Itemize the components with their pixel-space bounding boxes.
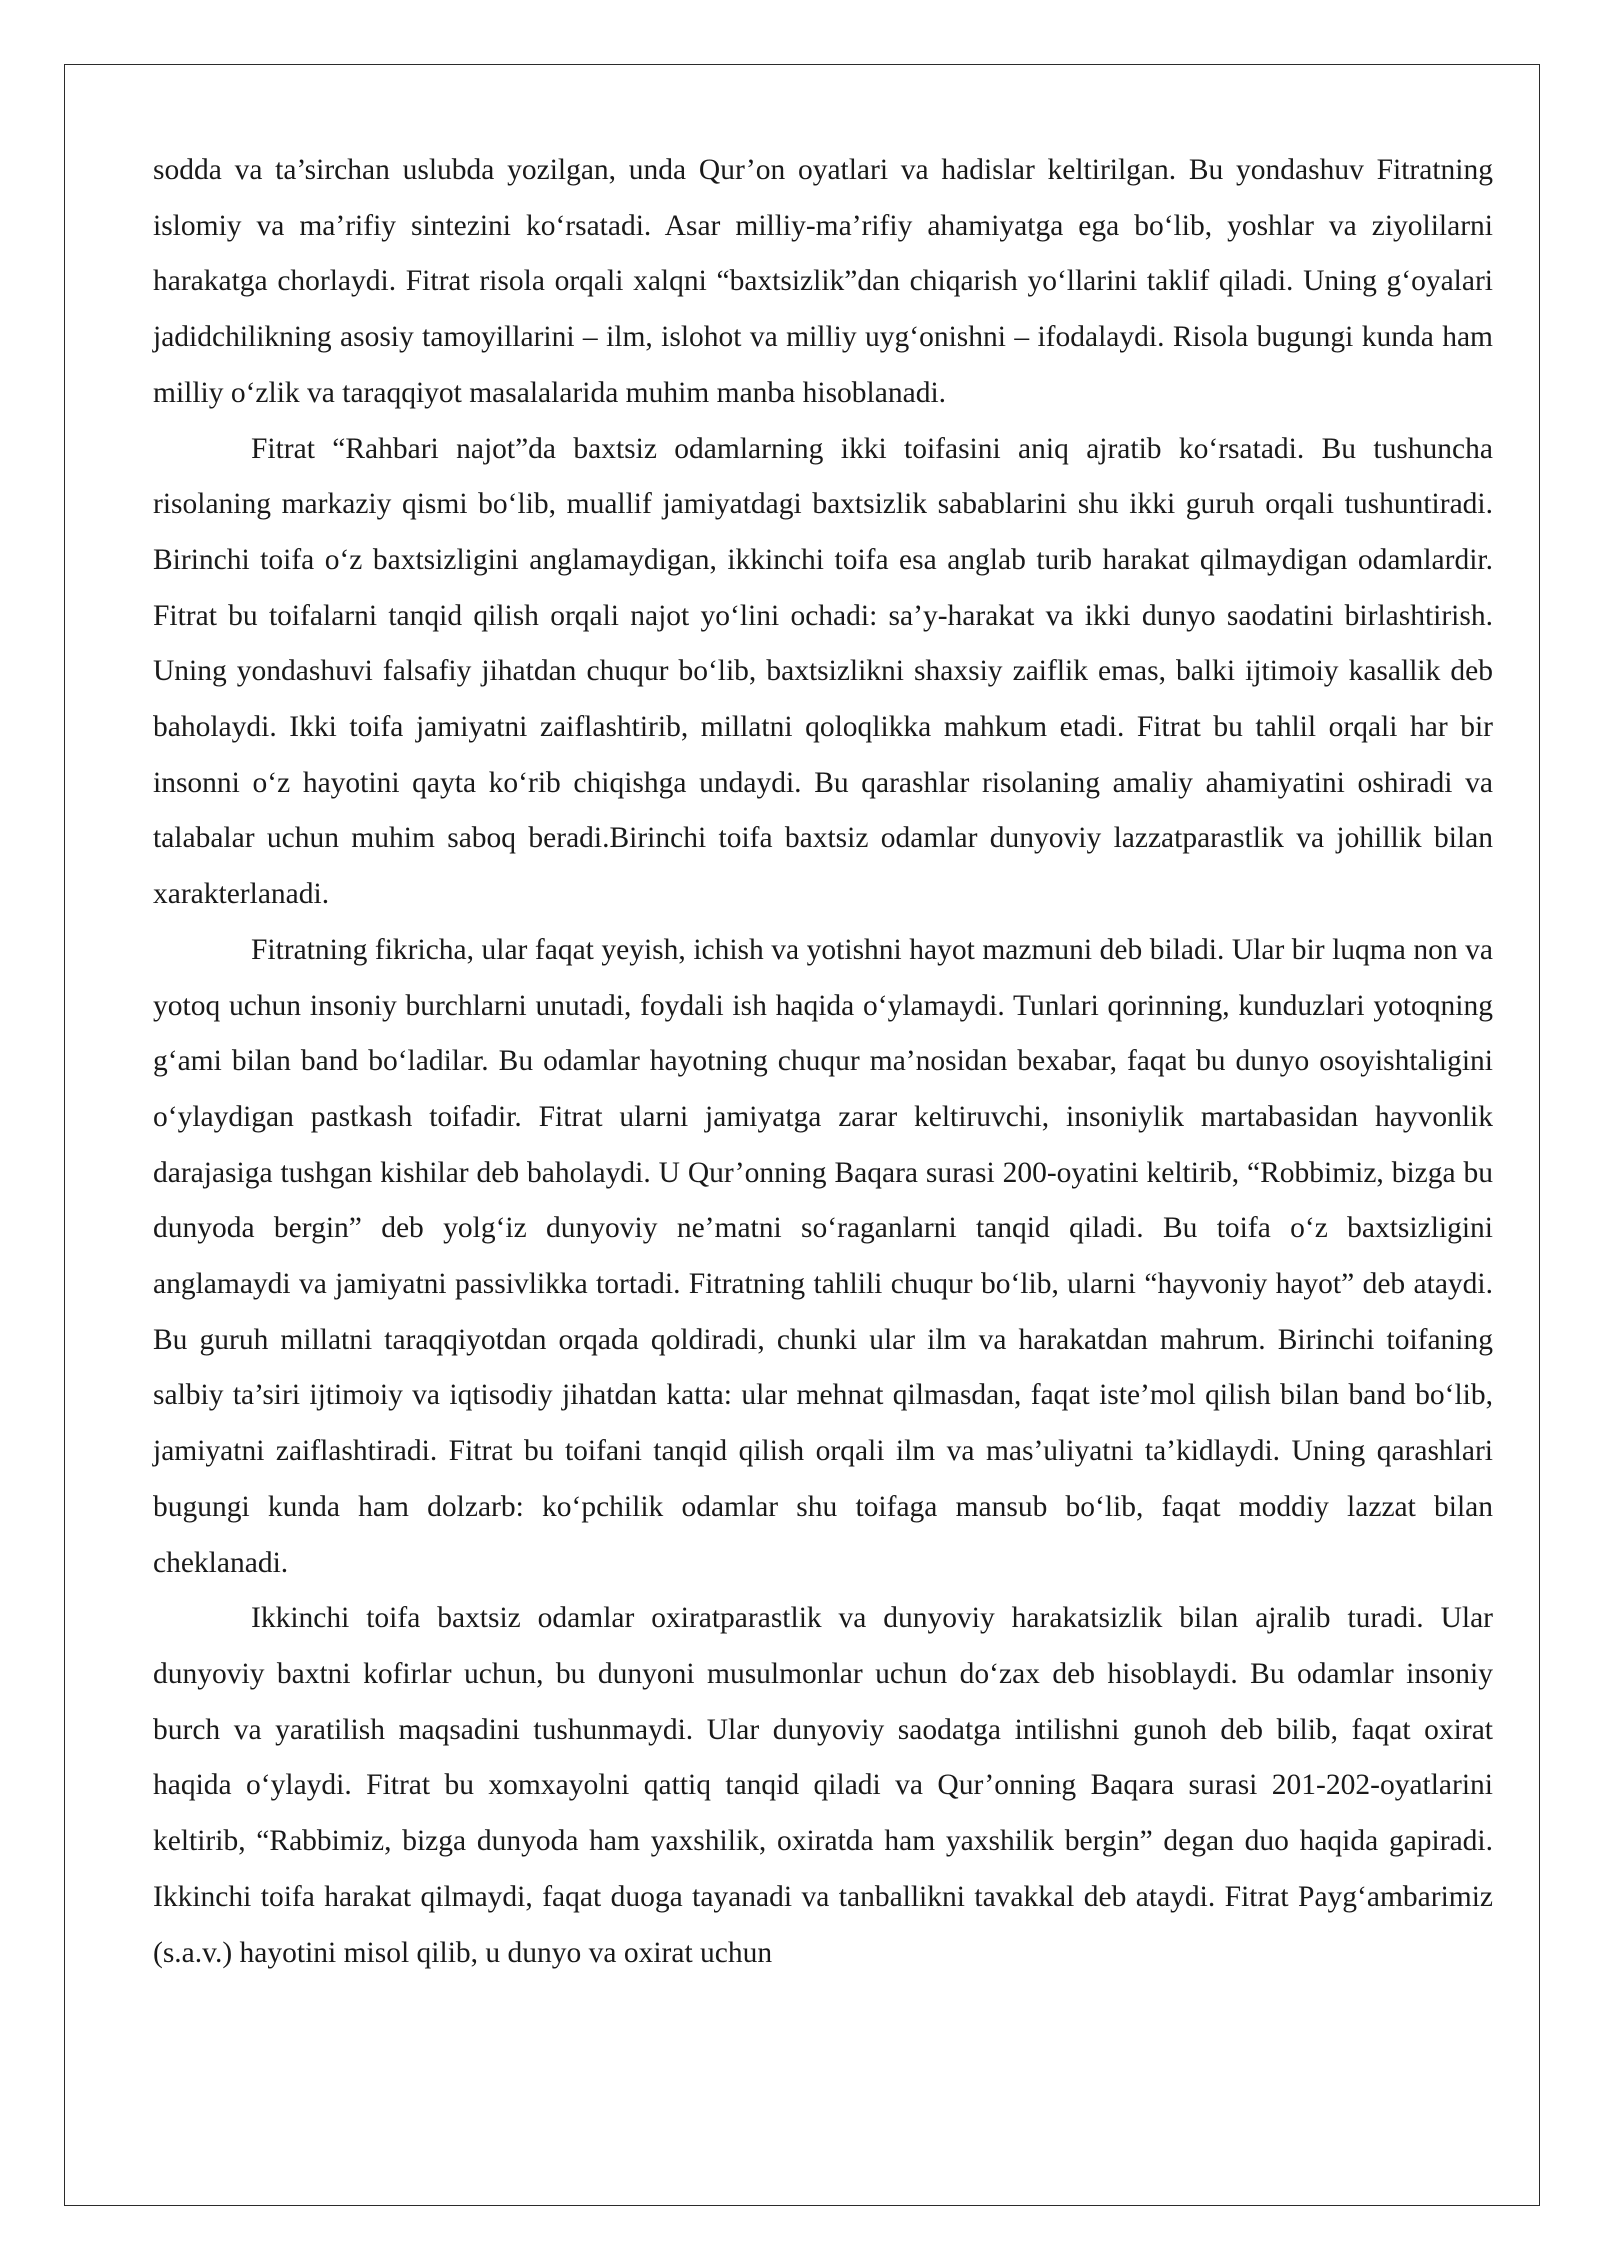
document-body (153, 143, 1493, 1981)
paragraph-1: sodda va ta’sirchan uslubda yozilgan, unda Qur’on oyatlari va hadislar keltirilgan. Bu yondashuv Fitratning islomiy va ma’rifiy sintezini ko‘rsatadi. Asar milliy-ma’rifiy ahamiyatga ega bo‘lib, yoshlar va ziyolilarni harakatga chorlaydi. Fitrat risola orqali xalqni “baxtsizlik”dan chiqarish yo‘llarini taklif qiladi. Uning g‘oyalari jadidchilikning asosiy tamoyillarini – ilm, islohot va milliy uyg‘onishni – ifodalaydi. Risola bugungi kunda ham milliy o‘zlik va taraqqiyot masalalarida muhim manba hisoblanadi. (153, 154, 1493, 409)
paragraph-2: Fitrat “Rahbari najot”da baxtsiz odamlarning ikki toifasini aniq ajratib ko‘rsatadi. Bu tushuncha risolaning markaziy qismi bo‘lib, muallif jamiyatdagi baxtsizlik sabablarini shu ikki guruh orqali tushuntiradi. Birinchi toifa o‘z baxtsizligini anglamaydigan, ikkinchi toifa esa anglab turib harakat qilmaydigan odamlardir. Fitrat bu toifalarni tanqid qilish orqali najot yo‘lini ochadi: sa’y-harakat va ikki dunyo saodatini birlashtirish. Uning yondashuvi falsafiy jihatdan chuqur bo‘lib, baxtsizlikni shaxsiy zaiflik emas, balki ijtimoiy kasallik deb baholaydi. Ikki toifa jamiyatni zaiflashtirib, millatni qoloqlikka mahkum etadi. Fitrat bu tahlil orqali har bir insonni o‘z hayotini qayta ko‘rib chiqishga undaydi. Bu qarashlar risolaning amaliy ahamiyatini oshiradi va talabalar uchun muhim saboq beradi.Birinchi toifa baxtsiz odamlar dunyoviy lazzatparastlik va johillik bilan xarakterlanadi. (153, 432, 1493, 911)
paragraph-4: Ikkinchi toifa baxtsiz odamlar oxiratparastlik va dunyoviy harakatsizlik bilan ajralib turadi. Ular dunyoviy baxtni kofirlar uchun, bu dunyoni musulmonlar uchun do‘zax deb hisoblaydi. Bu odamlar insoniy burch va yaratilish maqsadini tushunmaydi. Ular dunyoviy saodatga intilishni gunoh deb bilib, faqat oxirat haqida o‘ylaydi. Fitrat bu xomxayolni qattiq tanqid qiladi va Qur’onning Baqara surasi 201-202-oyatlarini keltirib, “Rabbimiz, bizga dunyoda ham yaxshilik, oxiratda ham yaxshilik bergin” degan duo haqida gapiradi. Ikkinchi toifa harakat qilmaydi, faqat duoga tayanadi va tanballikni tavakkal deb ataydi. Fitrat Payg‘ambarimiz (s.a.v.) hayotini misol qilib, u dunyo va oxirat uchun (153, 1602, 1493, 1969)
paragraph-3: Fitratning fikricha, ular faqat yeyish, ichish va yotishni hayot mazmuni deb biladi. Ular bir luqma non va yotoq uchun insoniy burchlarni unutadi, foydali ish haqida o‘ylamaydi. Tunlari qorinning, kunduzlari yotoqning g‘ami bilan band bo‘ladilar. Bu odamlar hayotning chuqur ma’nosidan bexabar, faqat bu dunyo osoyishtaligini o‘ylaydigan pastkash toifadir. Fitrat ularni jamiyatga zarar keltiruvchi, insoniylik martabasidan hayvonlik darajasiga tushgan kishilar deb baholaydi. U Qur’onning Baqara surasi 200-oyatini keltirib, “Robbimiz, bizga bu dunyoda bergin” deb yolg‘iz dunyoviy ne’matni so‘raganlarni tanqid qiladi. Bu toifa o‘z baxtsizligini anglamaydi va jamiyatni passivlikka tortadi. Fitratning tahlili chuqur bo‘lib, ularni “hayvoniy hayot” deb ataydi. Bu guruh millatni taraqqiyotdan orqada qoldiradi, chunki ular ilm va harakatdan mahrum. Birinchi toifaning salbiy ta’siri ijtimoiy va iqtisodiy jihatdan katta: ular mehnat qilmasdan, faqat iste’mol qilish bilan band bo‘lib, jamiyatni zaiflashtiradi. Fitrat bu toifani tanqid qilish orqali ilm va mas’uliyatni ta’kidlaydi. Uning qarashlari bugungi kunda ham dolzarb: ko‘pchilik odamlar shu toifaga mansub bo‘lib, faqat moddiy lazzat bilan cheklanadi. (153, 933, 1493, 1579)
